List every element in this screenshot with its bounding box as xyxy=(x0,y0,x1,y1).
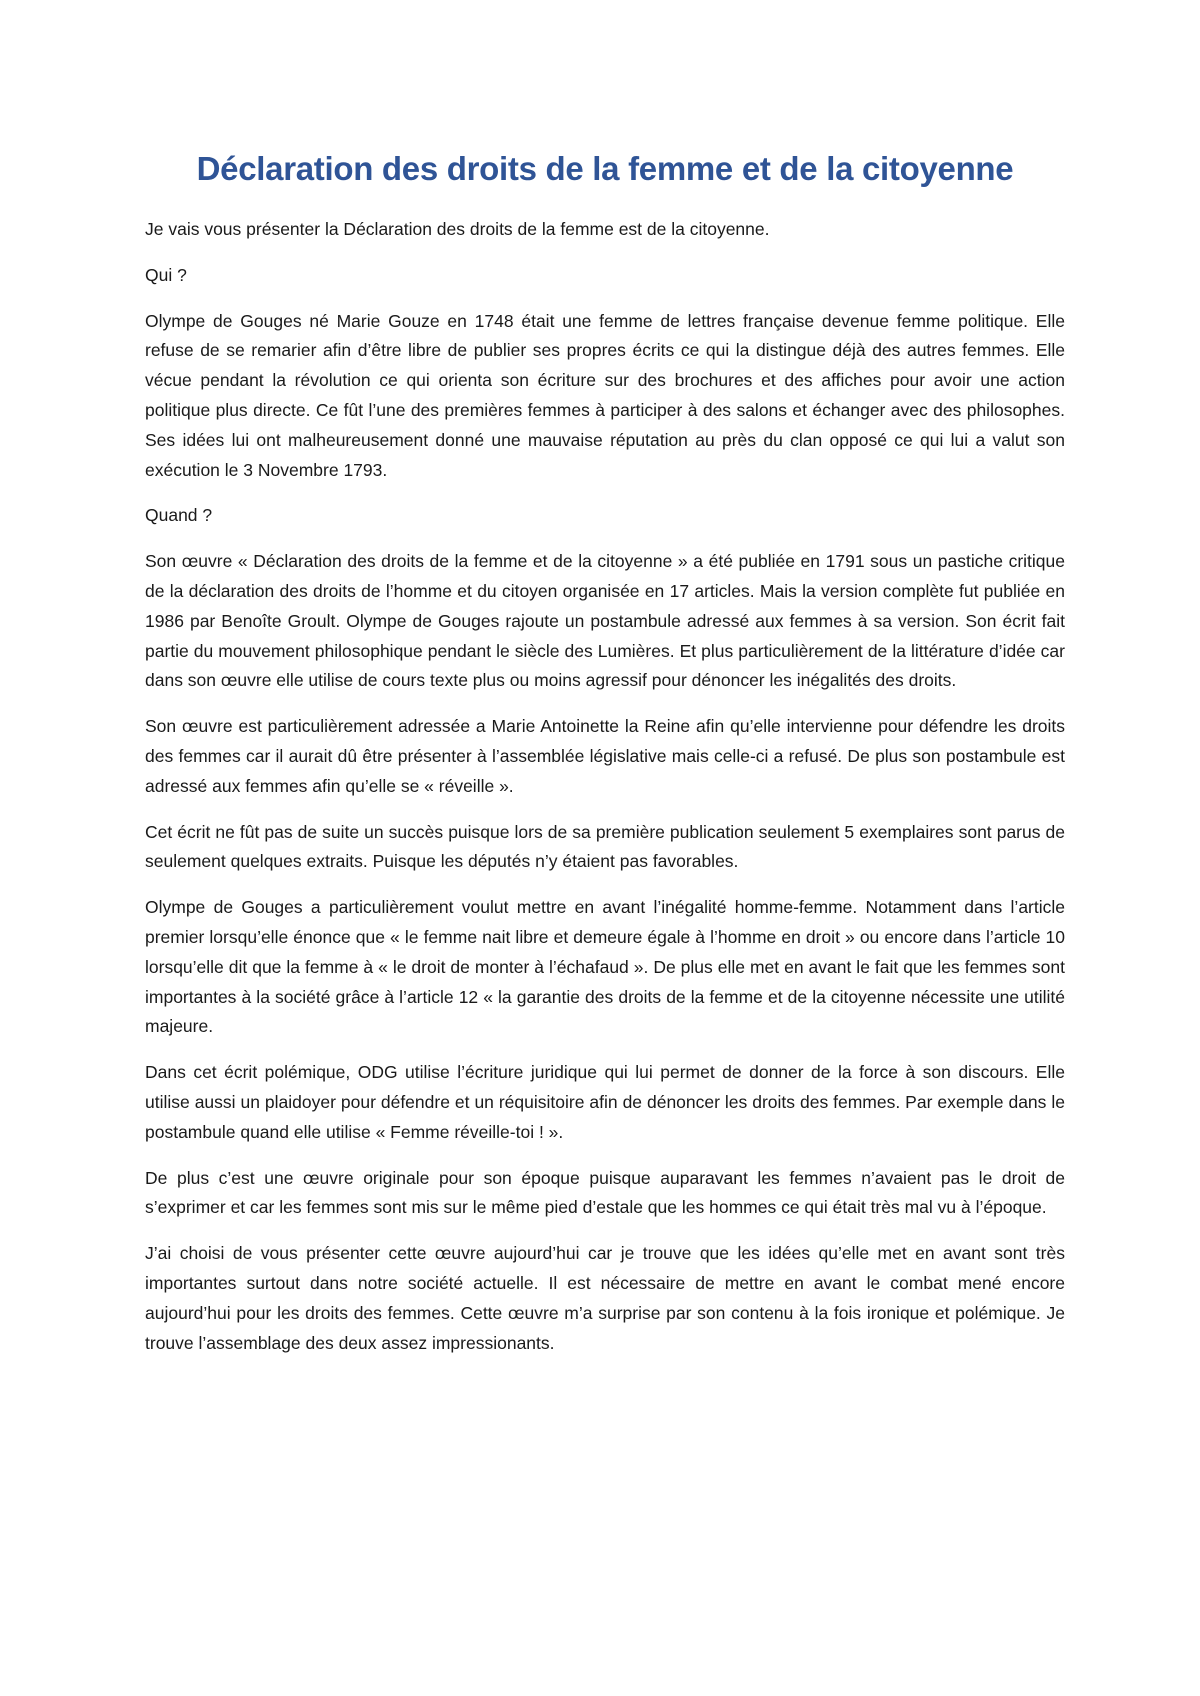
section-heading-qui: Qui ? xyxy=(145,264,187,285)
intro-paragraph: Je vais vous présenter la Déclaration des droits de la femme est de la citoyenne. xyxy=(145,219,770,239)
document-title: Déclaration des droits de la femme et de la citoyenne xyxy=(196,150,1014,187)
paragraph-originality: De plus c’est une œuvre originale pour son époque puisque auparavant les femmes n’avaient pas le droit de s’exprimer et car les femmes sont mis sur le même pied d’estale que les hommes ce qui était très mal vu à l’époque. xyxy=(145,1167,1065,1218)
paragraph-conclusion: J’ai choisi de vous présenter cette œuvre aujourd’hui car je trouve que les idées qu’elle met en avant sont très importantes surtout dans notre société actuelle. Il est nécessaire de mettre en avant le combat mené encore aujourd’hui pour les droits des femmes. Cette œuvre m’a surprise par son contenu à la fois ironique et polémique. Je trouve l’assemblage des deux assez impressionants. xyxy=(145,1243,1065,1353)
paragraph-style: Dans cet écrit polémique, ODG utilise l’écriture juridique qui lui permet de donner de la force à son discours. Elle utilise aussi un plaidoyer pour défendre et un réquisitoire afin de dénoncer les droits des femmes. Par exemple dans le postambule quand elle utilise « Femme réveille-toi ! ». xyxy=(145,1062,1065,1142)
paragraph-reception: Cet écrit ne fût pas de suite un succès puisque lors de sa première publication seulement 5 exemplaires sont parus de seulement quelques extraits. Puisque les députés n’y étaient pas favorables. xyxy=(145,821,1065,872)
document-body xyxy=(145,145,1065,1374)
paragraph-audience: Son œuvre est particulièrement adressée a Marie Antoinette la Reine afin qu’elle intervienne pour défendre les droits des femmes car il aurait dû être présenter à l’assemblée législative mais celle-ci a refusé. De plus son postambule est adressé aux femmes afin qu’elle se « réveille ». xyxy=(145,716,1065,796)
paragraph-inequality: Olympe de Gouges a particulièrement voulut mettre en avant l’inégalité homme-femme. Notamment dans l’article premier lorsqu’elle énonce que « le femme nait libre et demeure égale à l’homme en droit » ou encore dans l’article 10 lorsqu’elle dit que la femme à « le droit de monter à l’échafaud ». De plus elle met en avant le fait que les femmes sont importantes à la société grâce à l’article 12 « la garantie des droits de la femme et de la citoyenne nécessite une utilité majeure. xyxy=(145,897,1065,1037)
paragraph-publication: Son œuvre « Déclaration des droits de la femme et de la citoyenne » a été publiée en 1791 sous un pastiche critique de la déclaration des droits de l’homme et du citoyen organisée en 17 articles. Mais la version complète fut publiée en 1986 par Benoîte Groult. Olympe de Gouges rajoute un postambule adressé aux femmes à sa version. Son écrit fait partie du mouvement philosophique pendant le siècle des Lumières. Et plus particulièrement de la littérature d’idée car dans son œuvre elle utilise de cours texte plus ou moins agressif pour dénoncer les inégalités des droits. xyxy=(145,551,1065,691)
paragraph-biography: Olympe de Gouges né Marie Gouze en 1748 était une femme de lettres française devenue femme politique. Elle refuse de se remarier afin d’être libre de publier ses propres écrits ce qui la distingue déjà des autres femmes. Elle vécue pendant la révolution ce qui orienta son écriture sur des brochures et des affiches pour avoir une action politique plus directe. Ce fût l’une des premières femmes à participer à des salons et échanger avec des philosophes. Ses idées lui ont malheureusement donné une mauvaise réputation au près du clan opposé ce qui lui a valut son exécution le 3 Novembre 1793. xyxy=(145,310,1065,480)
section-heading-quand: Quand ? xyxy=(145,505,213,526)
